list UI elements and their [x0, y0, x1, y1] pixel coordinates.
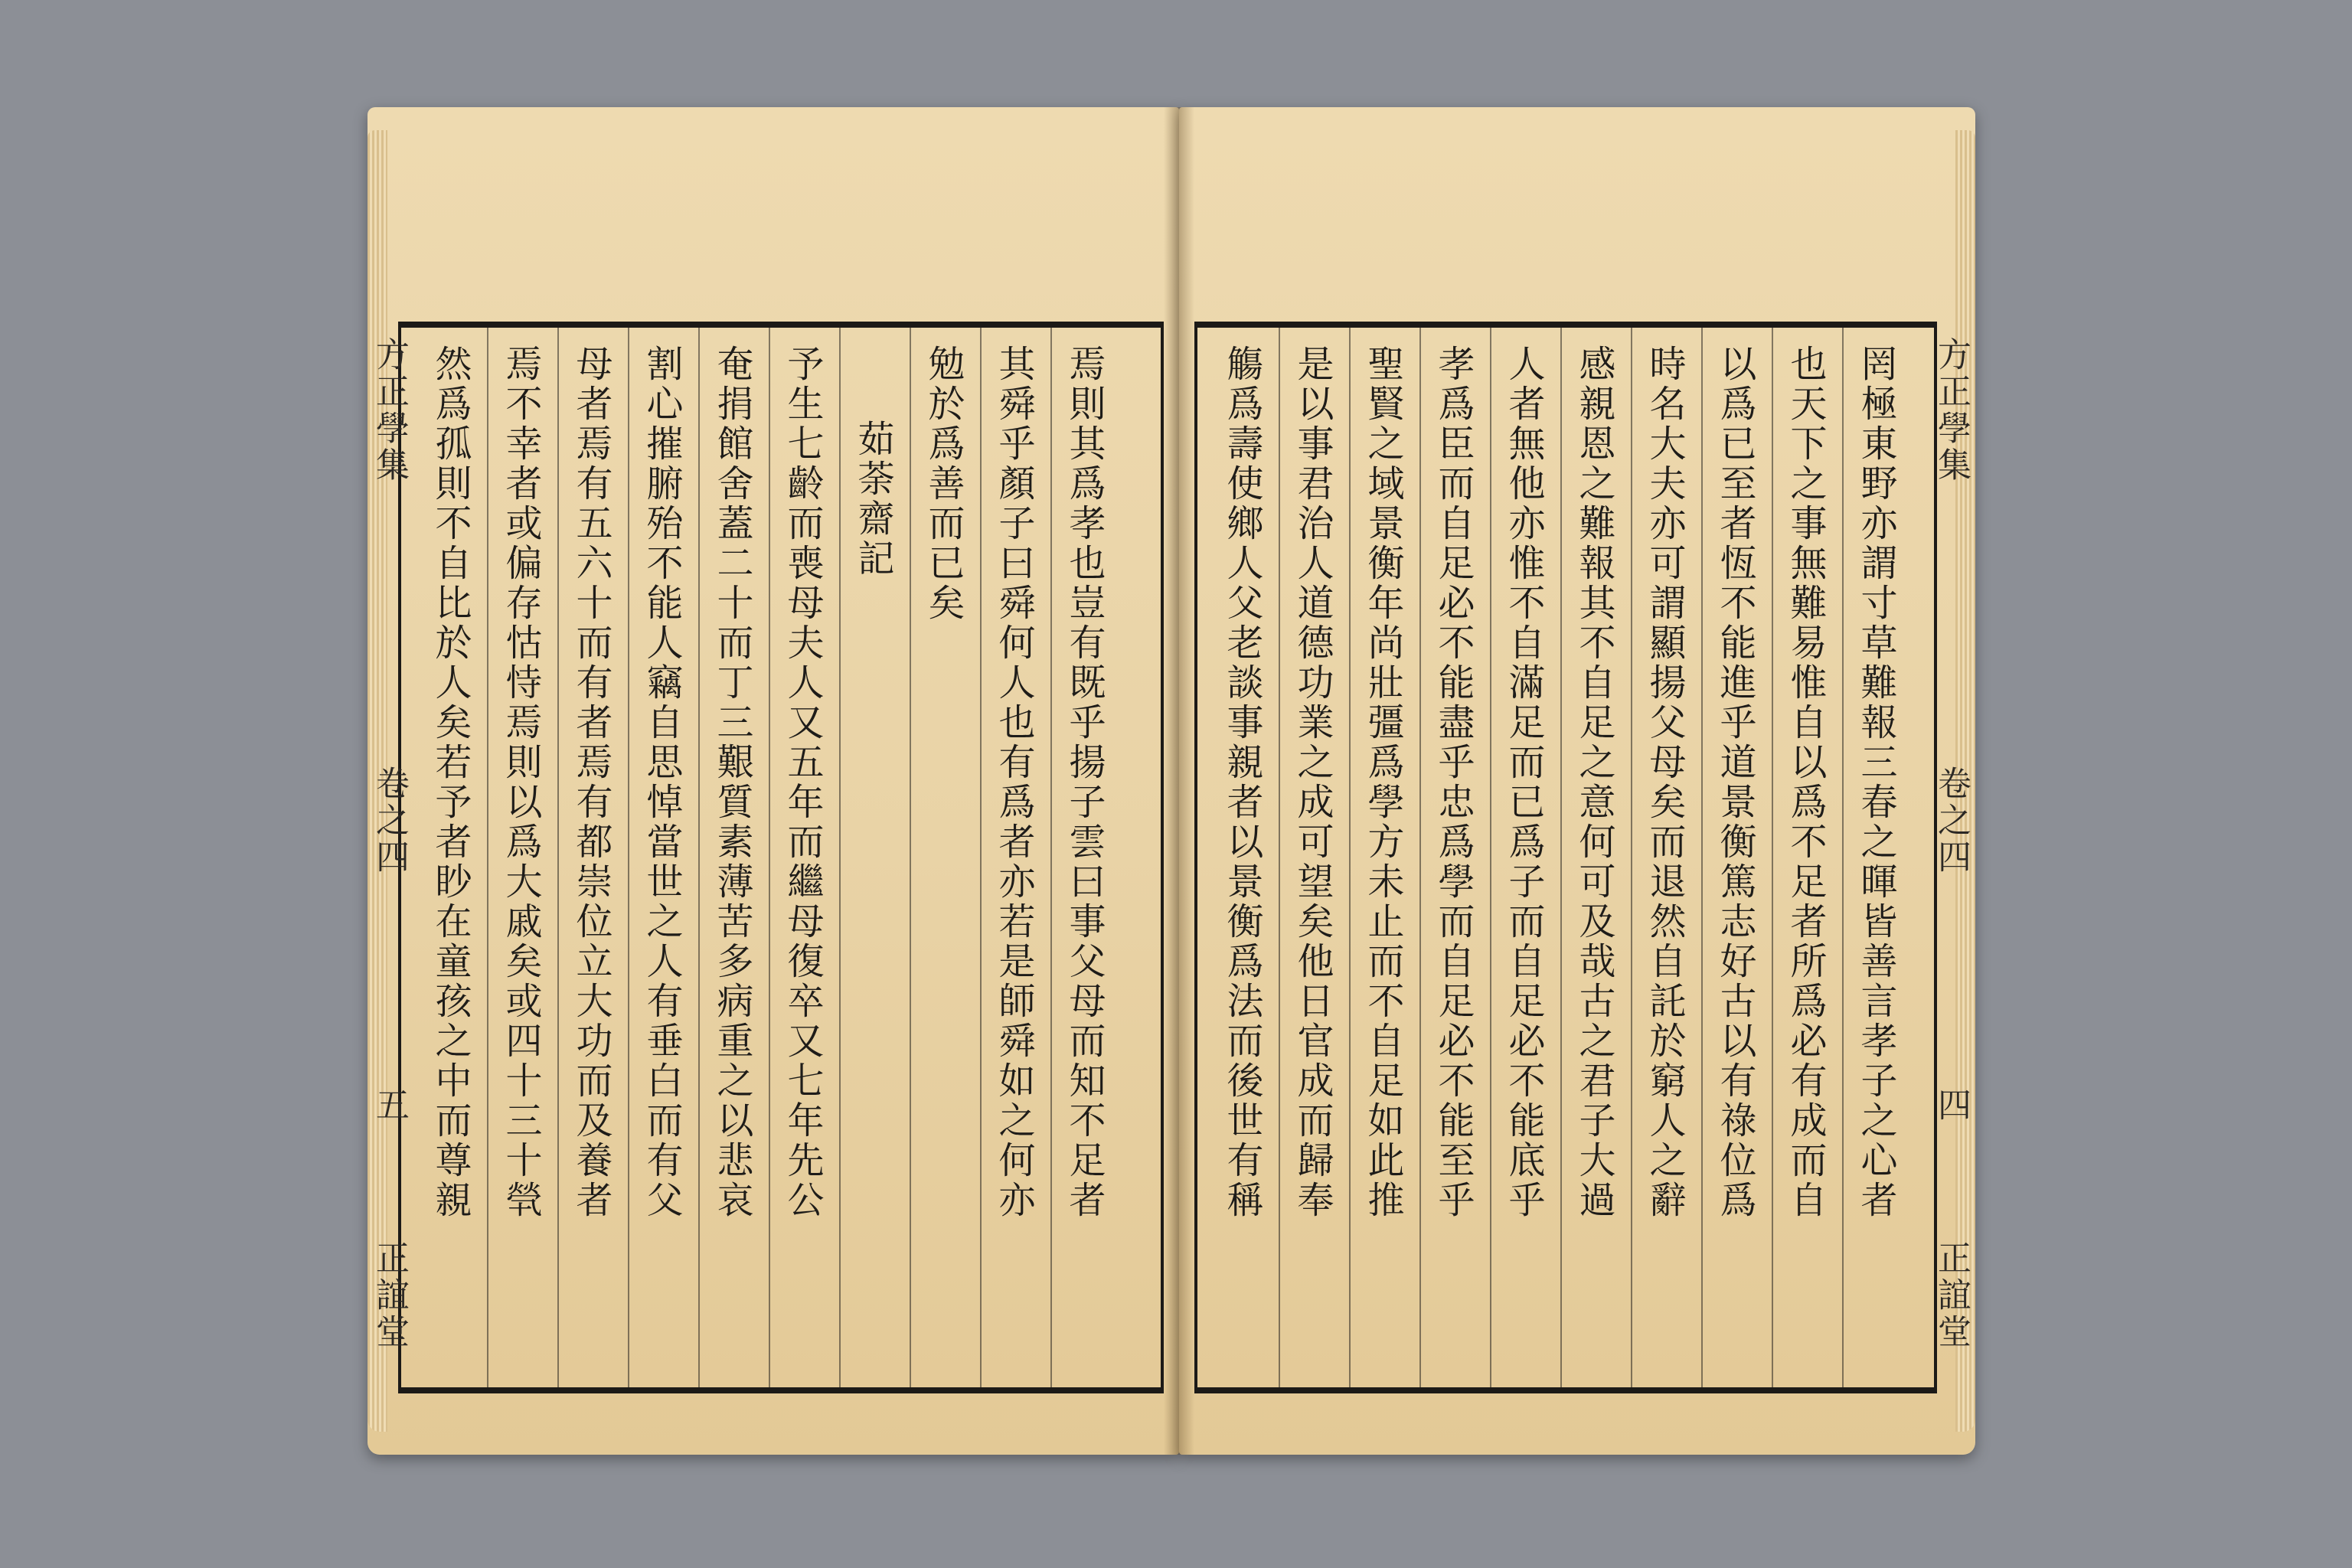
column-rule — [1560, 328, 1562, 1387]
margin-volume: 卷之四 — [370, 766, 409, 876]
text-column: 予生七齡而喪母夫人又五年而繼母復卒又七年先公 — [781, 345, 824, 1220]
text-column: 感親恩之難報其不自足之意何可及哉古之君子大過 — [1573, 345, 1615, 1220]
open-book — [352, 92, 1975, 1478]
text-column: 然爲孤則不自比於人矣若予者眇在童孩之中而尊親 — [429, 345, 472, 1220]
column-rule — [1349, 328, 1351, 1387]
column-rule — [1279, 328, 1280, 1387]
column-rule — [487, 328, 488, 1387]
margin-volume: 卷之四 — [1932, 766, 1971, 876]
text-column: 母者焉有五六十而有者焉有都崇位立大功而及養者 — [570, 345, 612, 1220]
book-gutter — [1164, 107, 1194, 1455]
left-text-frame — [398, 322, 1164, 1393]
text-column: 焉不幸者或偏存怙恃焉則以爲大戚矣或四十三十煢 — [499, 345, 542, 1220]
text-column: 其舜乎顏子曰舜何人也有爲者亦若是師舜如之何亦 — [992, 345, 1035, 1220]
text-column: 罔極東野亦謂寸草難報三春之暉皆善言孝子之心者 — [1854, 345, 1897, 1220]
text-column: 也天下之事無難易惟自以爲不足者所爲必有成而自 — [1784, 345, 1827, 1220]
column-rule — [1419, 328, 1421, 1387]
column-rule — [980, 328, 982, 1387]
column-rule — [1701, 328, 1703, 1387]
column-rule — [1050, 328, 1052, 1387]
column-rule — [839, 328, 841, 1387]
column-rule — [1772, 328, 1773, 1387]
margin-page-number: 四 — [1932, 1087, 1971, 1124]
margin-page-number: 五 — [370, 1087, 409, 1124]
column-rule — [1842, 328, 1844, 1387]
column-rule — [1631, 328, 1632, 1387]
text-column: 勉於爲善而已矣 — [922, 345, 965, 623]
column-rule — [769, 328, 770, 1387]
column-rule — [1490, 328, 1491, 1387]
text-column: 人者無他亦惟不自滿足而已爲子而自足必不能底乎 — [1502, 345, 1545, 1220]
text-column: 是以事君治人道德功業之成可望矣他日官成而歸奉 — [1291, 345, 1334, 1220]
margin-title: 方正學集 — [1932, 337, 1971, 484]
text-column: 焉則其爲孝也豈有既乎揚子雲曰事父母而知不足者 — [1063, 345, 1106, 1220]
section-heading: 茹荼齋記 — [851, 420, 894, 579]
text-column: 觴爲壽使鄉人父老談事親者以景衡爲法而後世有稱 — [1220, 345, 1263, 1220]
column-rule — [910, 328, 911, 1387]
text-column: 孝爲臣而自足必不能盡乎忠爲學而自足必不能至乎 — [1432, 345, 1475, 1220]
right-text-frame — [1194, 322, 1937, 1393]
margin-publisher: 正誼堂 — [370, 1240, 409, 1351]
column-rule — [698, 328, 700, 1387]
text-column: 割心摧腑殆不能人竊自思悼當世之人有垂白而有父 — [640, 345, 683, 1220]
column-rule — [628, 328, 629, 1387]
text-column: 時名大夫亦可謂顯揚父母矣而退然自託於窮人之辭 — [1643, 345, 1686, 1220]
margin-title: 方正學集 — [370, 337, 409, 484]
text-column: 以爲已至者恆不能進乎道景衡篤志好古以有祿位爲 — [1713, 345, 1756, 1220]
text-column: 聖賢之域景衡年尚壯彊爲學方未止而不自足如此推 — [1361, 345, 1404, 1220]
margin-publisher: 正誼堂 — [1932, 1240, 1971, 1351]
column-rule — [557, 328, 559, 1387]
text-column: 奄捐館舍蓋二十而丁三艱質素薄苦多病重之以悲哀 — [710, 345, 753, 1220]
